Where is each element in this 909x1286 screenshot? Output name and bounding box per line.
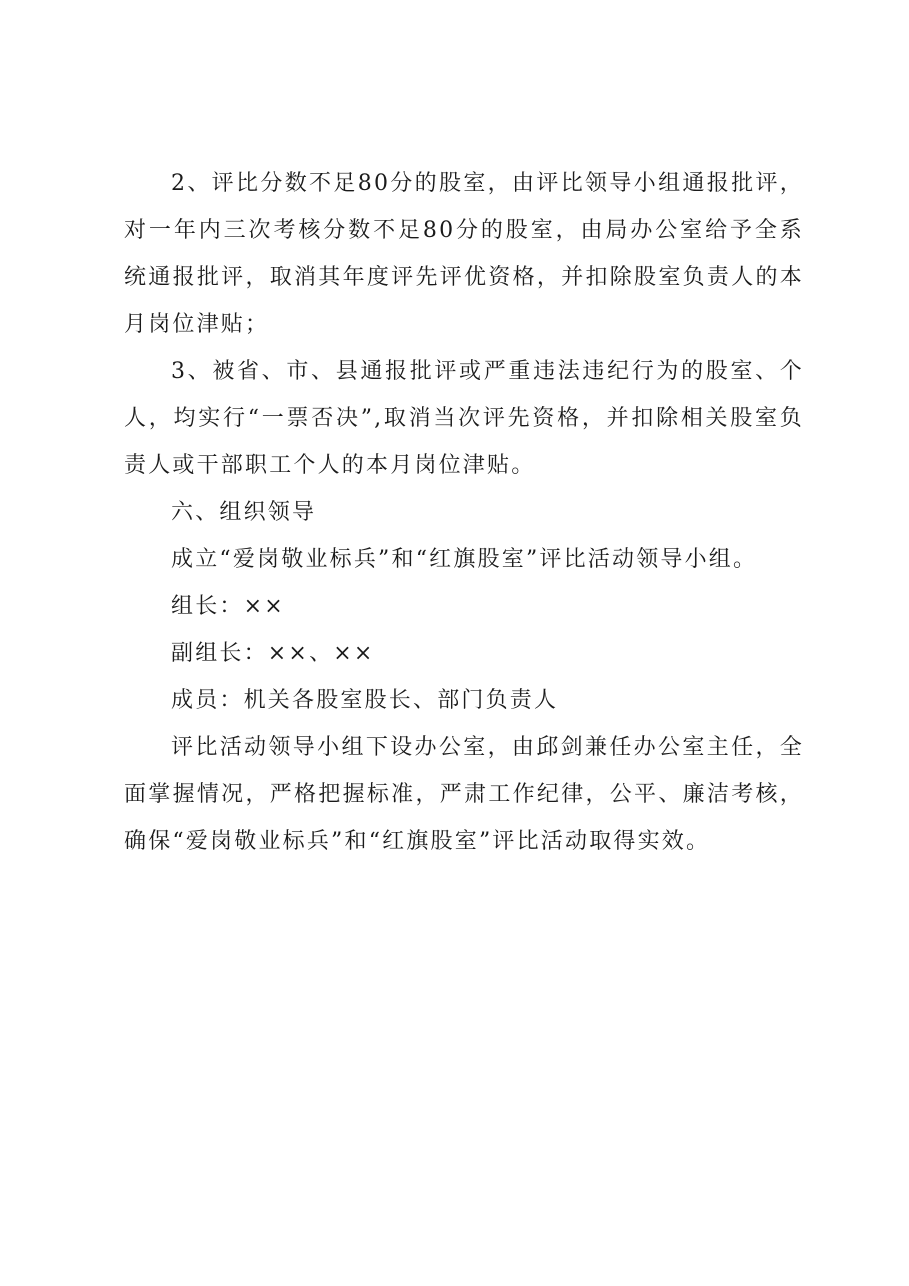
section-heading-organization: 六、组织领导 (171, 500, 317, 525)
group-leader-line: 组长：×× (171, 594, 285, 619)
members-line: 成员：机关各股室股长、部门负责人 (171, 688, 559, 713)
document-body (124, 160, 804, 865)
paragraph-office-setup: 评比活动领导小组下设办公室，由邱剑兼任办公室主任，全面掌握情况，严格把握标准，严肃工作纪律，公平、廉洁考核，确保“爱岗敬业标兵”和“红旗股室”评比活动取得实效。 (124, 735, 804, 854)
paragraph-establish-group: 成立“爱岗敬业标兵”和“红旗股室”评比活动领导小组。 (171, 547, 758, 572)
paragraph-penalty-score: 2、评比分数不足80分的股室，由评比领导小组通报批评，对一年内三次考核分数不足80分的股室，由局办公室给予全系统通报批评，取消其年度评先评优资格，并扣除股室负责人的本月岗位津贴； (124, 171, 804, 337)
deputy-leader-line: 副组长：××、×× (171, 641, 375, 666)
paragraph-penalty-veto: 3、被省、市、县通报批评或严重违法违纪行为的股室、个人，均实行“一票否决”,取消当次评先资格，并扣除相关股室负责人或干部职工个人的本月岗位津贴。 (124, 359, 804, 478)
